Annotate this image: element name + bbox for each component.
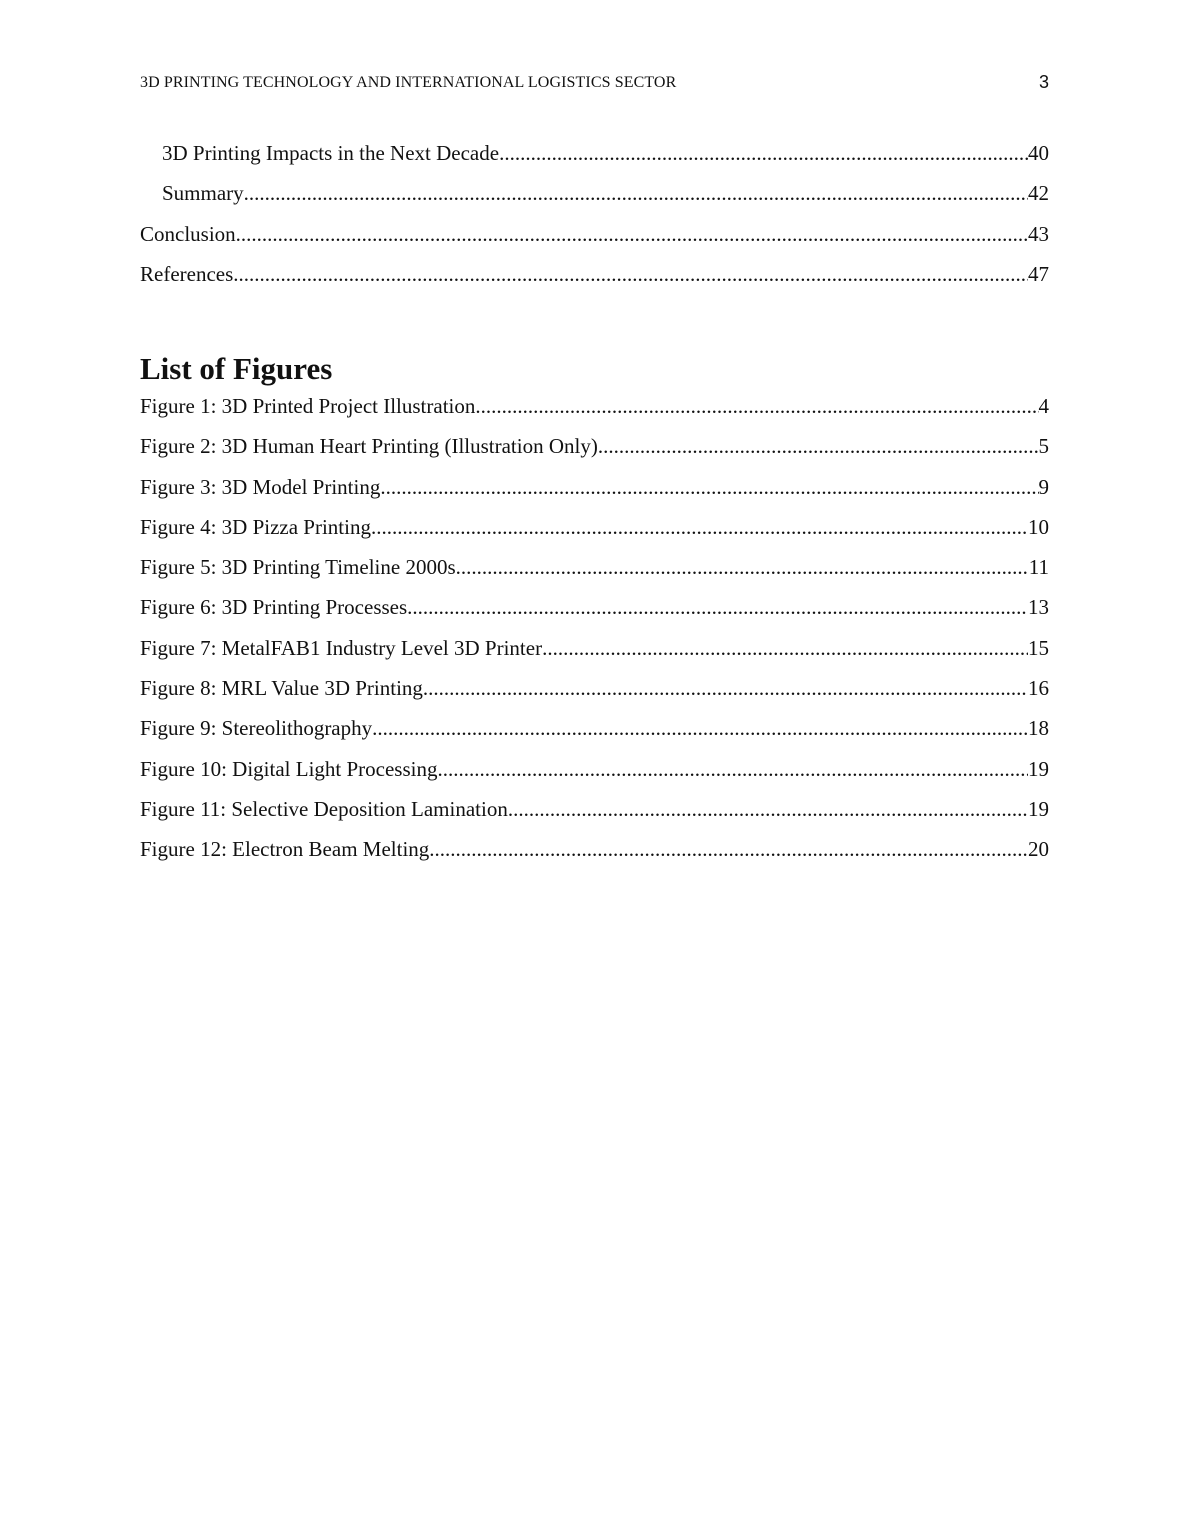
figure-entry[interactable]	[140, 430, 1049, 470]
toc-entry-title: Conclusion	[140, 221, 236, 246]
figure-entry-page: 10	[1028, 514, 1049, 539]
figure-dot-leader	[456, 551, 1029, 583]
figure-dot-leader	[407, 591, 1028, 623]
figure-dot-leader	[475, 390, 1038, 422]
figure-entry-title: Figure 6: 3D Printing Processes	[140, 595, 408, 620]
figure-dot-leader	[598, 430, 1039, 462]
figure-entry-title: Figure 3: 3D Model Printing	[140, 474, 381, 499]
figure-dot-leader	[371, 511, 1028, 543]
figure-entry[interactable]	[140, 793, 1049, 833]
figure-dot-leader	[542, 632, 1028, 664]
figure-entry-page: 15	[1028, 635, 1049, 660]
figure-entry-page: 20	[1028, 837, 1049, 862]
figure-entry[interactable]	[140, 511, 1049, 551]
toc-entry-title: 3D Printing Impacts in the Next Decade	[162, 141, 500, 165]
toc-entry-title: Summary	[162, 181, 244, 206]
toc-entry[interactable]	[140, 258, 1049, 298]
figure-entry-title: Figure 2: 3D Human Heart Printing (Illustration Only)	[140, 434, 598, 459]
figure-entry[interactable]	[140, 712, 1049, 752]
toc-dot-leader	[499, 137, 1028, 169]
figure-entry[interactable]	[140, 753, 1049, 793]
figure-entry-page: 19	[1028, 756, 1049, 781]
figure-dot-leader	[429, 833, 1028, 865]
figure-entry-title: Figure 4: 3D Pizza Printing	[140, 514, 371, 539]
figure-entry-title: Figure 8: MRL Value 3D Printing	[140, 676, 423, 701]
figure-dot-leader	[372, 712, 1028, 744]
toc-entry-title: References	[140, 261, 234, 286]
figure-entry-title: Figure 12: Electron Beam Melting	[140, 837, 430, 862]
figure-entry[interactable]	[140, 591, 1049, 631]
list-of-figures-heading: List of Figures	[140, 351, 333, 386]
figure-entry[interactable]	[140, 833, 1049, 873]
figure-entry-title: Figure 5: 3D Printing Timeline 2000s	[140, 555, 456, 580]
figure-entry-title: Figure 9: Stereolithography	[140, 716, 373, 741]
figure-entry-title: Figure 10: Digital Light Processing	[140, 756, 438, 781]
toc-entry[interactable]	[140, 218, 1049, 258]
figure-entry[interactable]	[140, 551, 1049, 591]
figure-entry-page: 5	[1038, 434, 1049, 459]
toc-entry-page: 47	[1028, 261, 1049, 286]
toc-dot-leader	[233, 258, 1028, 290]
figure-entry-page: 11	[1028, 555, 1049, 580]
figure-entry[interactable]	[140, 390, 1049, 430]
toc-entry-page: 42	[1028, 181, 1049, 206]
table-of-contents	[140, 137, 1049, 298]
toc-entry-page: 43	[1028, 221, 1049, 246]
figure-dot-leader	[508, 793, 1028, 825]
figure-entry-page: 13	[1028, 595, 1049, 620]
figure-dot-leader	[380, 471, 1038, 503]
toc-entry-page: 40	[1028, 141, 1049, 165]
toc-dot-leader	[236, 218, 1028, 250]
figure-entry-page: 19	[1028, 796, 1049, 821]
page-number: 3	[1038, 72, 1049, 92]
figure-entry-page: 9	[1038, 474, 1049, 499]
figure-entry-page: 16	[1028, 676, 1049, 701]
toc-entry[interactable]	[140, 137, 1049, 177]
figure-entry[interactable]	[140, 632, 1049, 672]
figure-entry[interactable]	[140, 672, 1049, 712]
toc-entry[interactable]	[140, 177, 1049, 217]
figure-entry-title: Figure 11: Selective Deposition Lamination	[140, 796, 508, 821]
figure-entry[interactable]	[140, 471, 1049, 511]
figure-entry-title: Figure 1: 3D Printed Project Illustration	[140, 394, 476, 418]
running-head: 3D PRINTING TECHNOLOGY AND INTERNATIONAL LOGISTICS SECTOR	[140, 74, 677, 91]
figure-entry-title: Figure 7: MetalFAB1 Industry Level 3D Printer	[140, 635, 543, 660]
toc-dot-leader	[244, 177, 1028, 209]
figure-entry-page: 4	[1038, 394, 1049, 418]
list-of-figures	[140, 390, 1049, 874]
figure-entry-page: 18	[1028, 716, 1049, 741]
figure-dot-leader	[437, 753, 1028, 785]
figure-dot-leader	[423, 672, 1028, 704]
